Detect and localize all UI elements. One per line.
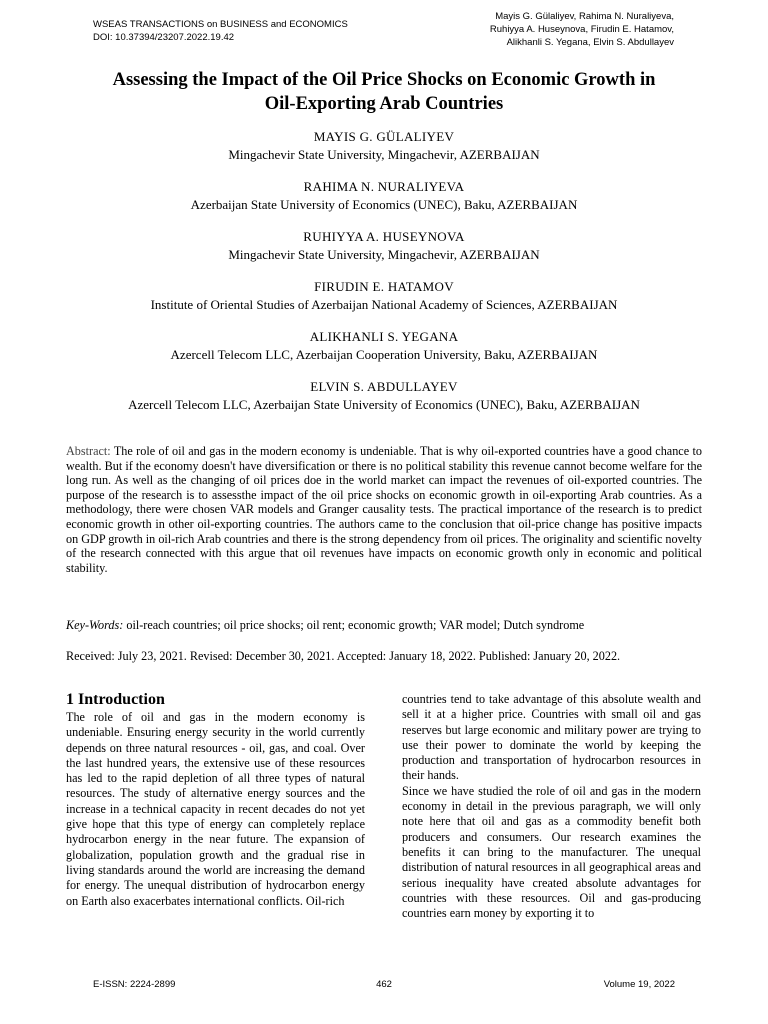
author-name: ELVIN S. ABDULLAYEV — [310, 379, 458, 394]
abstract-label: Abstract: — [66, 444, 111, 458]
keywords-text: oil-reach countries; oil price shocks; oil rent; economic growth; VAR model; Dutch syndrome — [123, 618, 585, 632]
page-number: 462 — [376, 979, 392, 990]
author-name: RUHIYYA A. HUSEYNOVA — [303, 229, 465, 244]
keywords-label: Key-Words: — [66, 618, 124, 632]
author-block — [40, 128, 728, 164]
title-line: Assessing the Impact of the Oil Price Shocks on Economic Growth in — [112, 70, 656, 90]
author-block — [40, 378, 728, 414]
section-heading: 1 Introduction — [66, 691, 165, 708]
title-line: Oil-Exporting Arab Countries — [264, 94, 504, 114]
left-column — [66, 690, 365, 909]
running-header-right — [490, 10, 674, 49]
right-column — [402, 692, 701, 921]
author-affiliation: Azerbaijan State University of Economics (UNEC), Baku, AZERBAIJAN — [190, 197, 578, 212]
header-authors-line: Alikhanli S. Yegana, Elvin S. Abdullayev — [506, 37, 674, 48]
journal-name: WSEAS TRANSACTIONS on BUSINESS and ECONOMICS — [93, 19, 348, 30]
publication-dates: Received: July 23, 2021. Revised: December 30, 2021. Accepted: January 18, 2022. Published: January 20, 2022. — [66, 649, 621, 663]
doi: DOI: 10.37394/23207.2022.19.42 — [93, 32, 235, 43]
author-list — [40, 128, 728, 428]
paper-title — [60, 68, 708, 116]
author-block — [40, 328, 728, 364]
author-block — [40, 278, 728, 314]
issn: E-ISSN: 2224-2899 — [93, 979, 176, 990]
body-paragraph: Since we have studied the role of oil and gas in the modern economy in detail in the previous paragraph, we will only note here that oil and gas as a commodity benefit both producers and consumers. Our research examines the benefits it can bring to the manufacturer. The unequal distribution of natural resources in all geographical areas and serious inequality have created absolute advantages for countries with these resources. Oil and gas-producing countries earn money by exporting it to — [402, 783, 701, 921]
body-paragraph: The role of oil and gas in the modern economy is undeniable. Ensuring energy security in the world currently depends on three natural resources - oil, gas, and coal. Over the last hundred years, the extensive use of these resources has led to the rapid depletion of all three types of natural resources. The study of alternative energy sources and the increase in a technical capacity in recent decades do not yet give hope that this type of energy can completely replace hydrocarbon energy in the near future. The expansion of globalization, population growth and the gradual rise in living standards around the world are increasing the demand for energy. The unequal distribution of hydrocarbon energy on Earth also exacerbates international conflicts. Oil-rich — [66, 710, 365, 908]
author-name: FIRUDIN E. HATAMOV — [314, 279, 454, 294]
header-authors-line: Ruhiyya A. Huseynova, Firudin E. Hatamov, — [489, 24, 674, 35]
author-name: MAYIS G. GÜLALIYEV — [313, 129, 455, 144]
header-authors-line: Mayis G. Gülaliyev, Rahima N. Nuraliyeva, — [495, 11, 674, 22]
keywords — [66, 618, 702, 633]
volume: Volume 19, 2022 — [603, 979, 675, 990]
abstract — [66, 444, 702, 575]
running-header-left — [93, 18, 348, 44]
author-affiliation: Azercell Telecom LLC, Azerbaijan Cooperation University, Baku, AZERBAIJAN — [170, 347, 598, 362]
author-affiliation: Mingachevir State University, Mingachevir, AZERBAIJAN — [228, 247, 540, 262]
author-affiliation: Institute of Oriental Studies of Azerbaijan National Academy of Sciences, AZERBAIJAN — [150, 297, 618, 312]
abstract-text: The role of oil and gas in the modern economy is undeniable. That is why oil-exported countries have a good chance to wealth. But if the economy doesn't have diversification or there is no political stability this revenue cannot become welfare for the long run. As well as the changing of oil prices doe in the world market can impact the revenues of oil-exported countries. The purpose of the research is to assessthe impact of the oil price shocks on economic growth in oil-exporting Arab countries. As a methodology, there were chosen VAR models and Granger causality tests. The practical importance of the research is to predict economic growth in other oil-exporting countries. The authors came to the conclusion that oil-price change has positive impacts on GDP growth in oil-rich Arab countries and there is the strong dependency from oil prices. The originality and scientific novelty of the research connected with this argue that oil revenues have impacts on economic growth only in economic and political stability. — [66, 444, 702, 575]
author-name: RAHIMA N. NURALIYEVA — [303, 179, 465, 194]
author-affiliation: Mingachevir State University, Mingachevir, AZERBAIJAN — [228, 147, 540, 162]
author-block — [40, 178, 728, 214]
author-block — [40, 228, 728, 264]
author-affiliation: Azercell Telecom LLC, Azerbaijan State University of Economics (UNEC), Baku, AZERBAIJAN — [128, 397, 640, 412]
body-paragraph: countries tend to take advantage of this absolute wealth and sell it at a higher price. Countries with small oil and gas reserves but large economic and military power are trying to use their power to dominate the world by keeping the production and transportation of hydrocarbon resources in their hands. — [402, 692, 701, 783]
author-name: ALIKHANLI S. YEGANA — [309, 329, 459, 344]
